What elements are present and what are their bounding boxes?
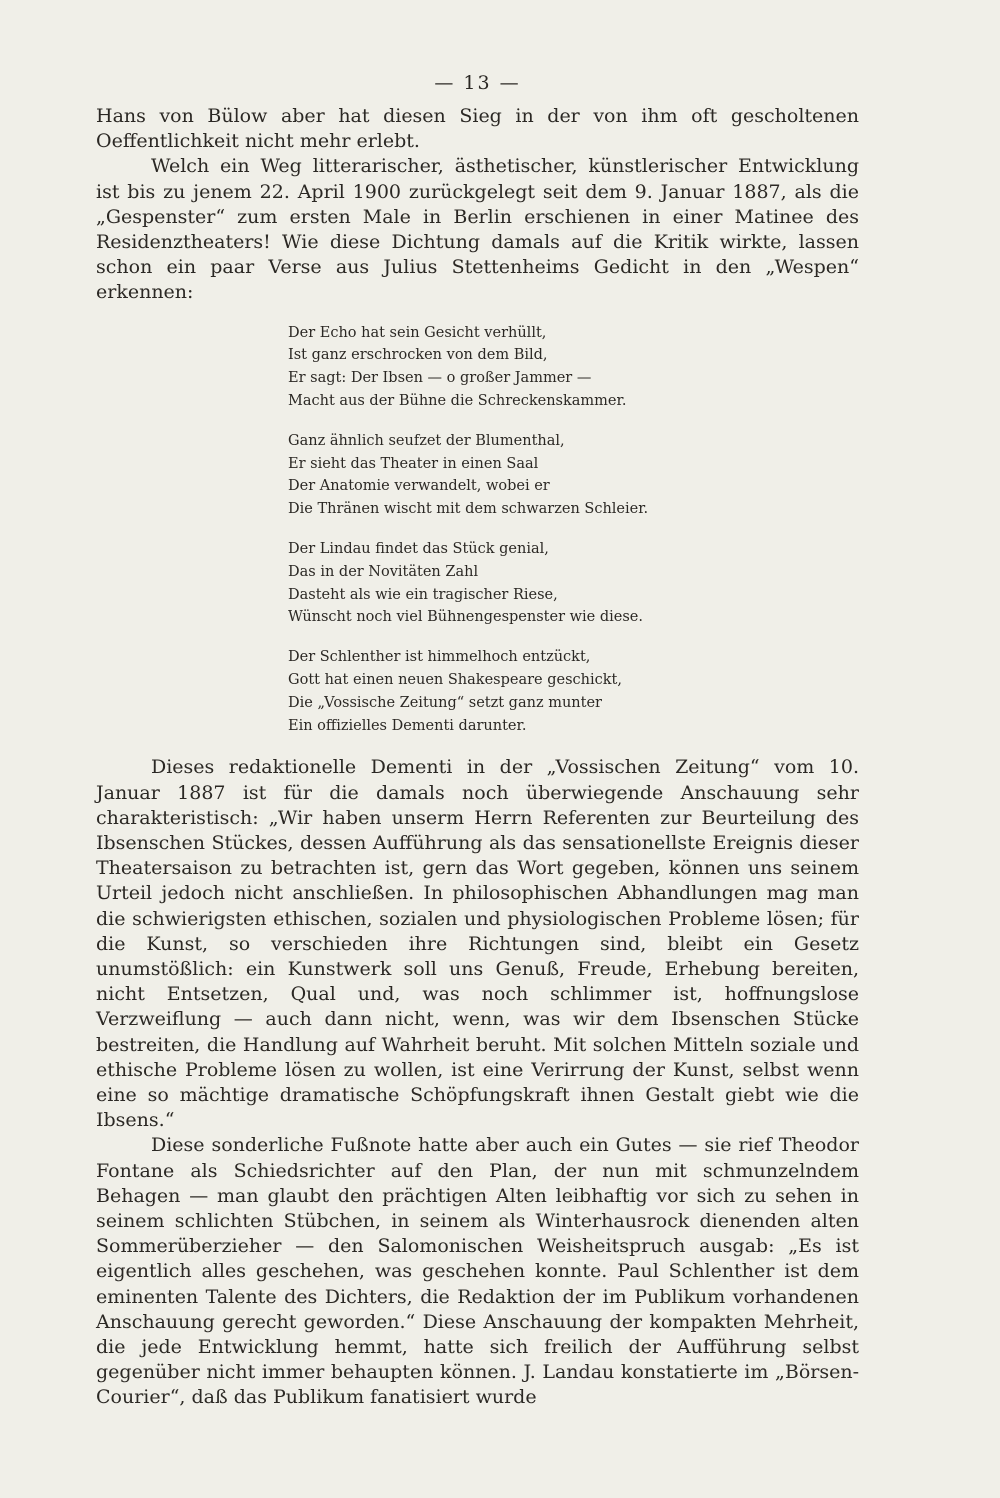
verse-line: Ist ganz erschrocken von dem Bild, (288, 347, 548, 364)
verse-line: Die „Vossische Zeitung“ setzt ganz munter (288, 694, 602, 711)
verse-line: Er sagt: Der Ibsen — o großer Jammer — (288, 370, 592, 387)
verse-line: Ein offizielles Dementi darunter. (288, 717, 527, 734)
verse-line: Der Lindau findet das Stück genial, (288, 541, 549, 557)
stanza-echo (288, 322, 859, 413)
stanza-schlenther (288, 646, 859, 737)
verse-line: Dasteht als wie ein tragischer Riese, (288, 586, 558, 603)
paragraph-weg: Welch ein Weg litterarischer, ästhetischer, künstlerischer Entwicklung ist bis zu jenem 22. April 1900 zurückgelegt seit dem 9. Januar 1887, als die „Gespenster“ zum ersten Male in Berlin erschienen in einer Matinee des Residenztheaters! Wie diese Dichtung damals auf die Kritik wirkte, lassen schon ein paar Verse aus Julius Stettenheims Gedicht in den „Wespen“ erkennen: (96, 155, 859, 304)
verse-line: Macht aus der Bühne die Schreckenskammer. (288, 393, 627, 410)
verse-line: Er sieht das Theater in einen Saal (288, 455, 539, 472)
page-number: — 13 — (434, 72, 521, 94)
paragraph-buelow: Hans von Bülow aber hat diesen Sieg in der von ihm oft gescholtenen Oeffentlichkeit nicht mehr erlebt. (96, 105, 859, 153)
verse-line: Ganz ähnlich seufzet der Blumenthal, (288, 432, 565, 449)
verse-line: Das in der Novitäten Zahl (288, 563, 479, 580)
verse-line: Wünscht noch viel Bühnengespenster wie diese. (288, 609, 643, 626)
verse-line: Die Thränen wischt mit dem schwarzen Schleier. (288, 501, 649, 518)
verse-line: Der Anatomie verwandelt, wobei er (288, 478, 550, 495)
book-page (96, 72, 859, 1411)
stanza-blumenthal (288, 430, 859, 521)
poem-wespen (288, 322, 859, 738)
paragraph-fontane: Diese sonderliche Fußnote hatte aber auch ein Gutes — sie rief Theodor Fontane als Schiedsrichter auf den Plan, der nun mit schmunzelndem Behagen — man glaubt den prächtigen Alten leibhaftig vor sich zu sehen in seinem schlichten Stübchen, in seinem als Winterhausrock dienenden alten Sommerüberzieher — den Salomonischen Weisheitspruch ausgab: „Es ist eigentlich alles geschehen, was geschehen konnte. Paul Schlenther ist dem eminenten Talente des Dichters, die Redaktion der im Publikum vorhandenen Anschauung gerecht geworden.“ Diese Anschauung der kompakten Mehrheit, die jede Entwicklung hemmt, hatte sich freilich der Aufführung selbst gegenüber nicht immer behaupten können. J. Landau konstatierte im „Börsen-Courier“, daß das Publikum fanatisiert wurde (96, 1134, 859, 1409)
stanza-lindau (288, 538, 859, 629)
verse-line: Der Echo hat sein Gesicht verhüllt, (288, 324, 547, 341)
verse-line: Der Schlenther ist himmelhoch entzückt, (288, 649, 591, 666)
verse-line: Gott hat einen neuen Shakespeare geschickt, (288, 671, 622, 688)
paragraph-dementi: Dieses redaktionelle Dementi in der „Vossischen Zeitung“ vom 10. Januar 1887 ist für die damals noch überwiegende Anschauung sehr charakteristisch: „Wir haben unserm Herrn Referenten zur Beurteilung des Ibsenschen Stückes, dessen Aufführung als das sensationellste Ereignis dieser Theatersaison zu betrachten ist, gern das Wort gegeben, können uns seinem Urteil jedoch nicht anschließen. In philosophischen Abhandlungen mag man die schwierigsten ethischen, sozialen und physiologischen Probleme lösen; für die Kunst, so verschieden ihre Richtungen sind, bleibt ein Gesetz unumstößlich: ein Kunstwerk soll uns Genuß, Freude, Erhebung bereiten, nicht Entsetzen, Qual und, was noch schlimmer ist, hoffnungslose Verzweiflung — auch dann nicht, wenn, was wir dem Ibsenschen Stücke bestreiten, die Handlung auf Wahrheit beruht. Mit solchen Mitteln soziale und ethische Probleme lösen zu wollen, ist eine Verirrung der Kunst, selbst wenn eine so mächtige dramatische Schöpfungskraft ihnen Gestalt giebt wie die Ibsens.“ (96, 756, 859, 1132)
